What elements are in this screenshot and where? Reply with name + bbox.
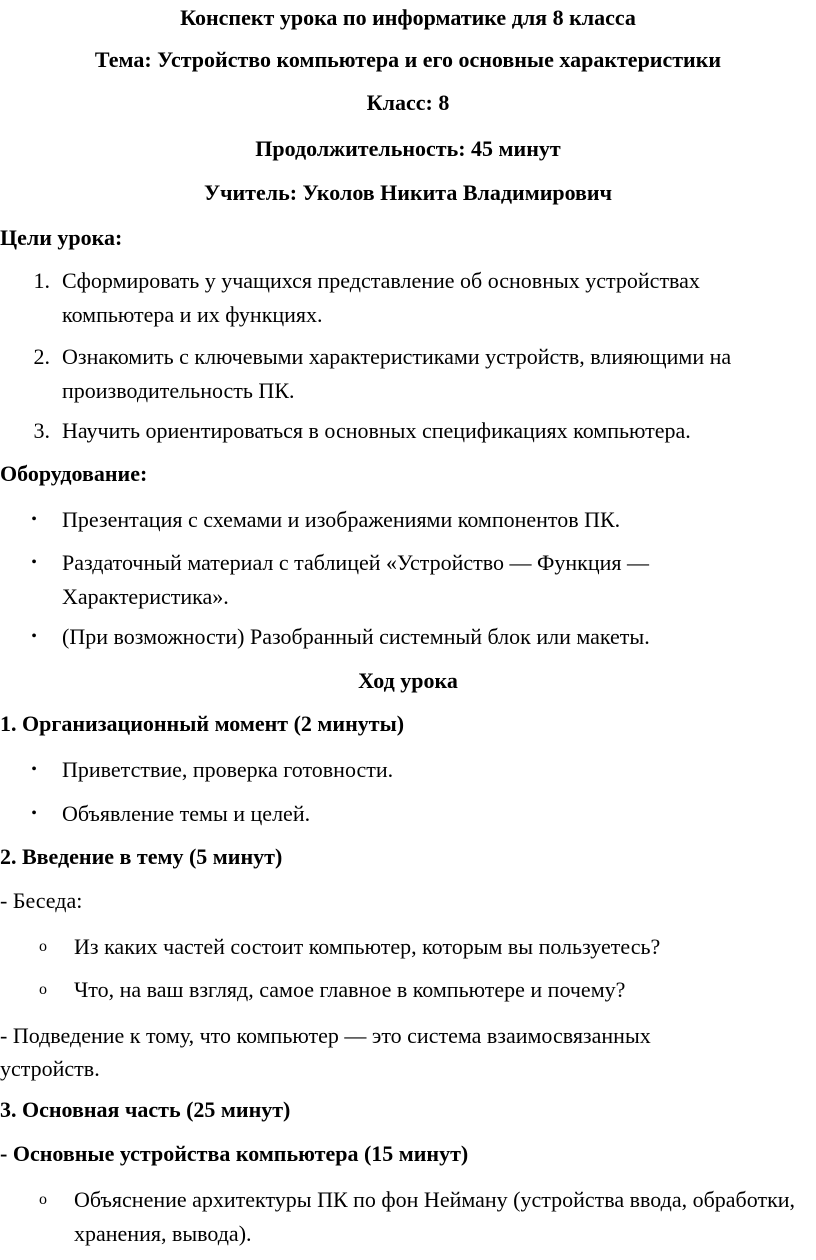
section2-intro: - Беседа: xyxy=(0,888,83,913)
circle-bullet-icon: o xyxy=(39,938,47,955)
section3-text: Объяснение архитектуры ПК по фон Нейману (устройства ввода, обработки, хранения, вывода). xyxy=(74,1187,796,1246)
goal-text: Научить ориентироваться в основных спецификациях компьютера. xyxy=(62,418,691,443)
bullet-icon: • xyxy=(31,805,37,822)
section2-text: Из каких частей состоит компьютер, которым вы пользуетесь? xyxy=(74,934,661,959)
section1-text: Приветствие, проверка готовности. xyxy=(62,757,394,782)
lesson-topic: Тема: Устройство компьютера и его основные характеристики xyxy=(94,47,722,72)
section1-text: Объявление темы и целей. xyxy=(62,801,311,826)
goal-text: Ознакомить с ключевыми характеристиками устройств, влияющими на производительность ПК. xyxy=(62,344,732,403)
bullet-icon: • xyxy=(31,628,37,645)
lesson-grade: Класс: 8 xyxy=(366,90,450,115)
equipment-heading: Оборудование: xyxy=(0,461,148,486)
document-title: Конспект урока по информатике для 8 класса xyxy=(180,5,636,30)
list-number: 3. xyxy=(33,418,50,443)
section2-text: Что, на ваш взгляд, самое главное в компьютере и почему? xyxy=(74,977,626,1002)
goal-text: Сформировать у учащихся представление об основных устройствах компьютера и их функциях. xyxy=(62,268,700,327)
equipment-text: Презентация с схемами и изображениями компонентов ПК. xyxy=(62,507,621,532)
lesson-teacher: Учитель: Уколов Никита Владимирович xyxy=(203,180,613,205)
section1-heading: 1. Организационный момент (2 минуты) xyxy=(0,711,405,736)
list-number: 2. xyxy=(33,344,50,369)
list-number: 1. xyxy=(33,268,50,293)
circle-bullet-icon: o xyxy=(39,981,47,998)
section2-summary: - Подведение к тому, что компьютер — это система взаимосвязанных устройств. xyxy=(0,1023,651,1081)
bullet-icon: • xyxy=(31,554,37,571)
section3-heading: 3. Основная часть (25 минут) xyxy=(0,1097,291,1122)
equipment-text: Раздаточный материал с таблицей «Устройство — Функция — Характеристика». xyxy=(62,550,649,609)
section2-heading: 2. Введение в тему (5 минут) xyxy=(0,844,283,869)
goals-heading: Цели урока: xyxy=(0,225,123,250)
lesson-flow-heading: Ход урока xyxy=(358,668,458,693)
equipment-text: (При возможности) Разобранный системный блок или макеты. xyxy=(62,624,650,649)
circle-bullet-icon: o xyxy=(39,1191,47,1208)
lesson-duration: Продолжительность: 45 минут xyxy=(255,136,561,161)
bullet-icon: • xyxy=(31,511,37,528)
section3-subheading: - Основные устройства компьютера (15 минут) xyxy=(0,1141,469,1166)
bullet-icon: • xyxy=(31,761,37,778)
